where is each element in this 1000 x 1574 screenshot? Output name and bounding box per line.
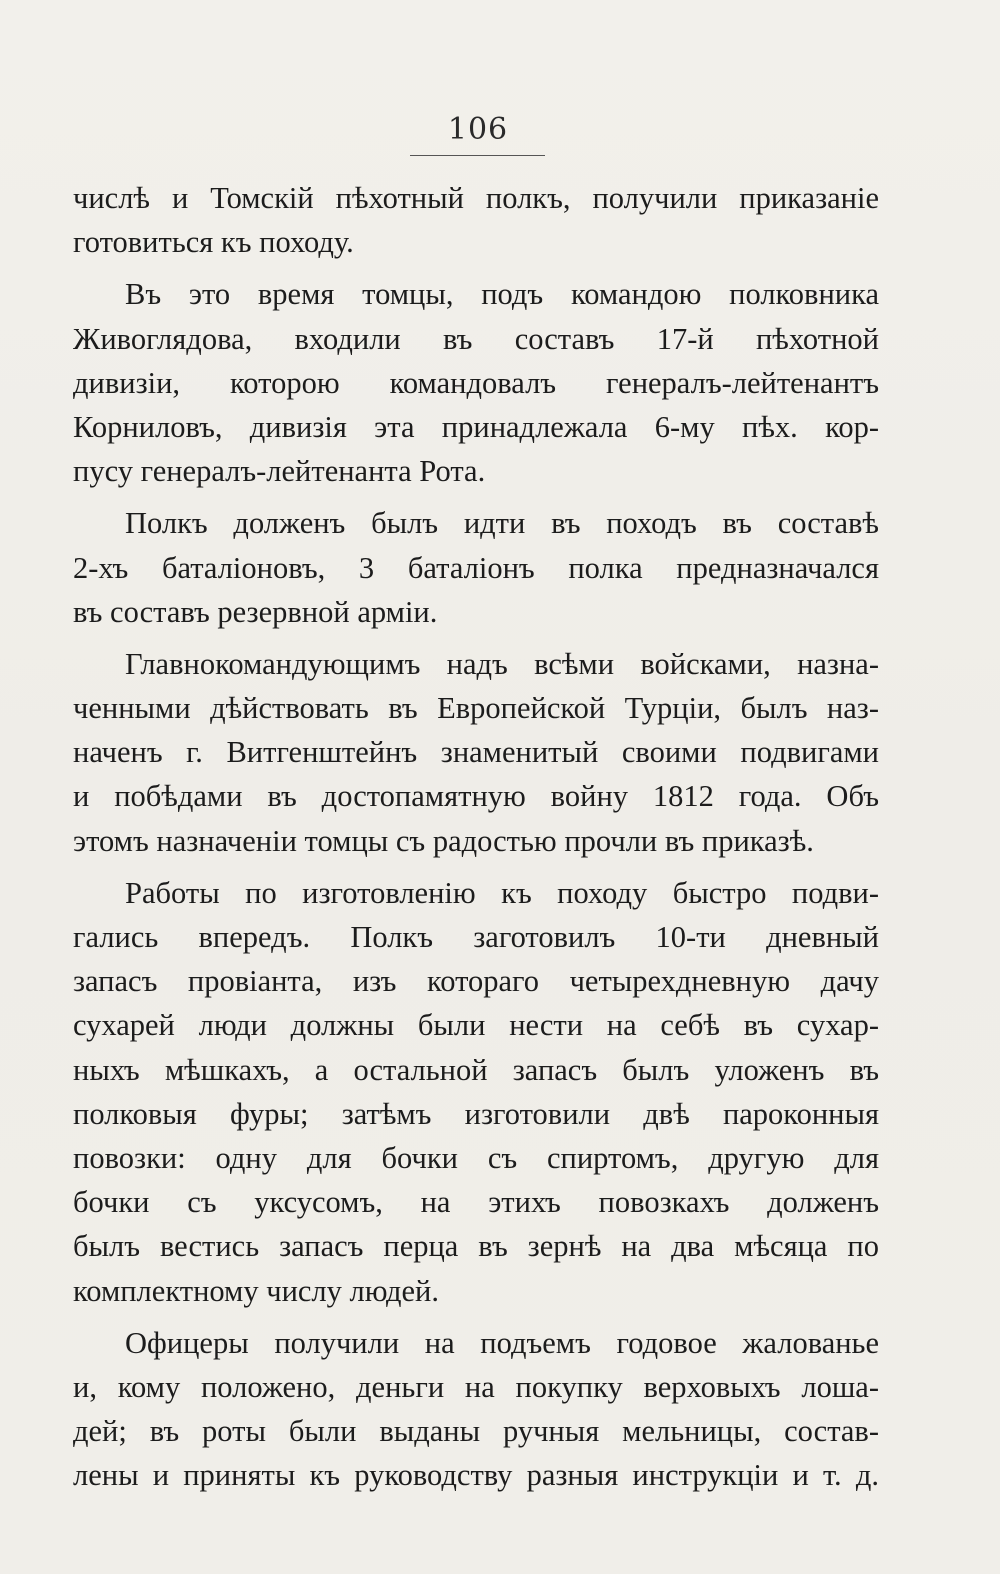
text-line: Работы по изготовленію къ походу быстро подви- bbox=[125, 875, 879, 910]
text-line: въ составъ резервной арміи. bbox=[73, 594, 438, 629]
text-line: ныхъ мѣшкахъ, а остальной запасъ былъ уложенъ въ bbox=[73, 1052, 879, 1087]
body-text bbox=[73, 176, 879, 1497]
text-line: пусу генералъ-лейтенанта Рота. bbox=[73, 454, 486, 489]
text-line: бочки съ уксусомъ, на этихъ повозкахъ долженъ bbox=[73, 1185, 879, 1220]
text-line: наченъ г. Витгенштейнъ знаменитый своими подвигами bbox=[73, 735, 879, 770]
text-line: и побѣдами въ достопамятную войну 1812 года. Объ bbox=[73, 779, 879, 814]
text-line: повозки: одну для бочки съ спиртомъ, другую для bbox=[73, 1140, 879, 1175]
text-line: былъ вестись запасъ перца въ зернѣ на два мѣсяца по bbox=[73, 1229, 879, 1264]
text-line: Офицеры получили на подъемъ годовое жалованье bbox=[125, 1325, 879, 1360]
paragraph bbox=[73, 272, 879, 493]
paragraph bbox=[73, 1321, 879, 1498]
text-line: комплектному числу людей. bbox=[73, 1273, 439, 1308]
text-line: дивизіи, которою командовалъ генералъ-лейтенантъ bbox=[73, 365, 879, 400]
text-line: числѣ и Томскій пѣхотный полкъ, получили приказаніе bbox=[73, 181, 879, 215]
text-line: ченными дѣйствовать въ Европейской Турціи, былъ наз- bbox=[73, 691, 879, 726]
text-line: полковыя фуры; затѣмъ изготовили двѣ пароконныя bbox=[73, 1096, 879, 1131]
paragraph bbox=[73, 642, 879, 863]
text-line: Живоглядова, входили въ составъ 17-й пѣхотной bbox=[73, 321, 879, 356]
text-line: дей; въ роты были выданы ручныя мельницы, состав- bbox=[73, 1414, 879, 1449]
text-line: запасъ провіанта, изъ котораго четырехдневную дачу bbox=[73, 964, 879, 999]
text-line: Главнокомандующимъ надъ всѣми войсками, назна- bbox=[125, 646, 879, 681]
text-line: Полкъ долженъ былъ идти въ походъ въ составѣ bbox=[125, 506, 879, 541]
text-line: Корниловъ, дивизія эта принадлежала 6-му пѣх. кор- bbox=[73, 409, 879, 444]
paragraph bbox=[73, 176, 879, 264]
paragraph bbox=[73, 501, 879, 634]
text-line: и, кому положено, деньги на покупку верховыхъ лоша- bbox=[73, 1369, 879, 1404]
text-line: лены и приняты къ руководству разныя инструкціи и т. д. bbox=[73, 1458, 879, 1493]
text-line: этомъ назначеніи томцы съ радостью прочли въ приказѣ. bbox=[73, 823, 814, 858]
text-line: сухарей люди должны были нести на себѣ въ сухар- bbox=[73, 1008, 879, 1043]
text-line: Въ это время томцы, подъ командою полковника bbox=[125, 277, 879, 312]
text-line: готовиться къ походу. bbox=[73, 225, 354, 260]
page-number: 106 bbox=[447, 112, 509, 147]
header-rule bbox=[410, 155, 545, 156]
paragraph bbox=[73, 871, 879, 1313]
text-line: гались впередъ. Полкъ заготовилъ 10-ти дневный bbox=[73, 920, 879, 954]
text-line: 2-хъ баталіоновъ, 3 баталіонъ полка предназначался bbox=[73, 550, 879, 585]
